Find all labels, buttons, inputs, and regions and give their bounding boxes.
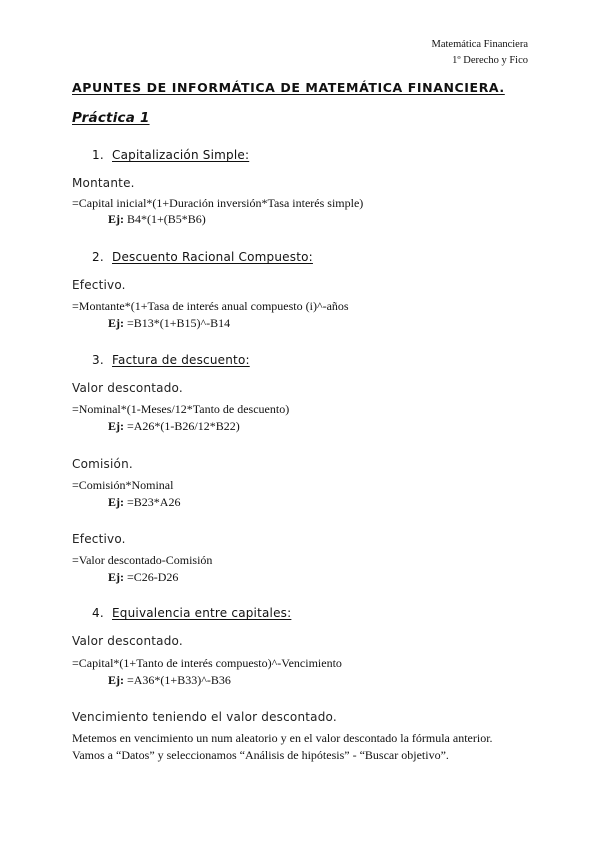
- valor-descontado2-formula: =Capital*(1+Tanto de interés compuesto)^-Vencimiento: [72, 656, 342, 670]
- efectivo2-formula: =Valor descontado-Comisión: [72, 553, 213, 567]
- example-label: Ej:: [108, 316, 124, 330]
- section-label: Descuento Racional Compuesto:: [112, 250, 313, 264]
- section-label: Factura de descuento:: [112, 353, 250, 367]
- example-label: Ej:: [108, 570, 124, 584]
- section-4-heading: [92, 606, 291, 620]
- section-2-heading: [92, 250, 313, 264]
- example-label: Ej:: [108, 419, 124, 433]
- section-label: Equivalencia entre capitales:: [112, 606, 292, 620]
- section-3-heading: [92, 353, 250, 367]
- section-number: 4.: [92, 606, 104, 620]
- efectivo-example: [108, 316, 230, 331]
- comision-example: [108, 495, 180, 510]
- header-subject: Matemática Financiera: [431, 39, 528, 50]
- section-1-heading: [92, 148, 249, 162]
- section-number: 3.: [92, 353, 104, 367]
- valor-descontado-formula: =Nominal*(1-Meses/12*Tanto de descuento): [72, 402, 290, 416]
- instruction-line: Vamos a “Datos” y seleccionamos “Análisis de hipótesis” - “Buscar objetivo”.: [72, 748, 449, 762]
- valor-descontado-label: Valor descontado.: [72, 381, 183, 395]
- example-label: Ej:: [108, 673, 124, 687]
- section-label: Capitalización Simple:: [112, 148, 250, 162]
- efectivo-label: Efectivo.: [72, 278, 126, 292]
- valor-descontado2-example: [108, 673, 231, 688]
- section-number: 1.: [92, 148, 104, 162]
- header-course: 1º Derecho y Fico: [452, 55, 528, 66]
- montante-example: [108, 212, 206, 227]
- montante-label: Montante.: [72, 176, 135, 190]
- example-value: =A26*(1-B26/12*B22): [124, 419, 240, 433]
- valor-descontado-example: [108, 419, 240, 434]
- example-value: B4*(1+(B5*B6): [124, 212, 206, 226]
- instruction-line: Metemos en vencimiento un num aleatorio y en el valor descontado la fórmula anterior.: [72, 731, 493, 745]
- efectivo-formula: =Montante*(1+Tasa de interés anual compuesto (i)^-años: [72, 299, 349, 313]
- example-label: Ej:: [108, 212, 124, 226]
- example-value: =B13*(1+B15)^-B14: [124, 316, 231, 330]
- example-value: =C26-D26: [124, 570, 179, 584]
- efectivo2-label: Efectivo.: [72, 532, 126, 546]
- vencimiento-label: Vencimiento teniendo el valor descontado.: [72, 710, 337, 724]
- efectivo2-example: [108, 570, 178, 585]
- vencimiento-instructions: [72, 730, 493, 764]
- page-header: [432, 37, 529, 69]
- valor-descontado2-label: Valor descontado.: [72, 634, 183, 648]
- example-value: =A36*(1+B33)^-B36: [124, 673, 231, 687]
- comision-label: Comisión.: [72, 457, 133, 471]
- comision-formula: =Comisión*Nominal: [72, 478, 174, 492]
- section-number: 2.: [92, 250, 104, 264]
- montante-formula: =Capital inicial*(1+Duración inversión*Tasa interés simple): [72, 196, 364, 210]
- example-value: =B23*A26: [124, 495, 181, 509]
- practice-heading: Práctica 1: [72, 110, 150, 126]
- example-label: Ej:: [108, 495, 124, 509]
- document-title: APUNTES DE INFORMÁTICA DE MATEMÁTICA FINANCIERA.: [72, 80, 505, 95]
